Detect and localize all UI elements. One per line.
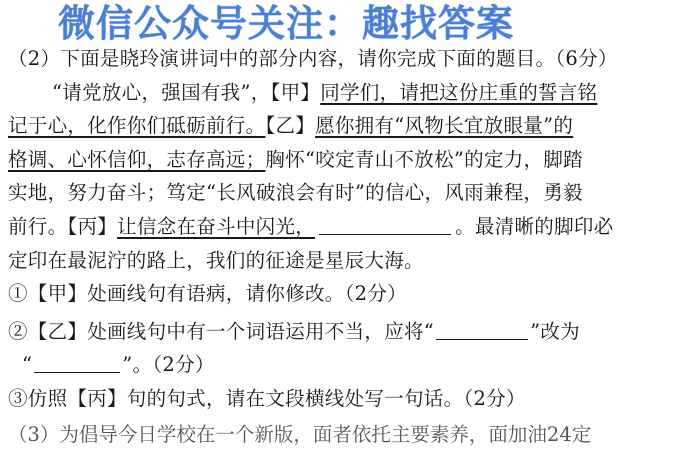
answer-blank[interactable] [34,352,120,373]
passage-line-2 [8,109,694,143]
subquestion-2-cont [8,348,694,382]
passage-line-5 [8,210,694,244]
subquestion-1: ①【甲】处画线句有语病，请你修改。（2分） [8,282,407,306]
passage-text: 胸怀“咬定青山不放松”的定力，脚踏 [265,147,583,171]
passage-line-3 [8,143,694,177]
answer-blank[interactable] [436,319,528,340]
passage-text: 。最清晰的脚印必 [455,214,614,238]
passage-line-1 [8,76,694,110]
marker-bing: 前行。【丙】 [8,214,118,238]
underlined-sentence-yi: 愿你拥有“风物长宜放眼量”的 [315,114,574,138]
passage-line-6: 定印在最泥泞的路上，我们的征途是星辰大海。 [8,248,424,272]
question-header: （2）下面是晓玲演讲词中的部分内容，请你完成下面的题目。（6分） [8,47,618,70]
subquestion-3: ③仿照【丙】句的句式，请在文段横线处写一句话。（2分） [8,386,526,410]
subquestion-2-text: ②【乙】处画线句中有一个词语运用不当，应将“ [8,319,435,343]
passage-text: “请党放心，强国有我”，【甲】 [52,80,321,104]
underlined-sentence-yi: 格调、心怀信仰，志存高远； [8,147,266,171]
cutoff-line: （3）为倡导今日学校在一个新版，面者依托主要素养，面加油24定 [8,423,592,446]
answer-blank[interactable] [319,214,451,235]
watermark: 微信公众号关注：趣找答案 [58,2,514,45]
underlined-sentence-jia: 同学们，请把这份庄重的誓言铭 [320,80,598,104]
quote-mark: “ [22,353,33,377]
question-block [8,42,694,416]
subquestion-2-text: ”。（2分） [122,353,215,377]
subquestion-2 [8,315,694,349]
passage-line-4: 实地，努力奋斗；笃定“长风破浪会有时”的信心，风雨兼程，勇毅 [8,181,583,205]
underlined-sentence-jia: 记于心，化作你们砥砺前行。 [8,114,266,138]
marker-yi: 【乙】 [265,114,316,138]
sentence-bing: 让信念在奋斗中闪光， [117,214,316,238]
subquestion-2-text: ”改为 [530,319,580,343]
